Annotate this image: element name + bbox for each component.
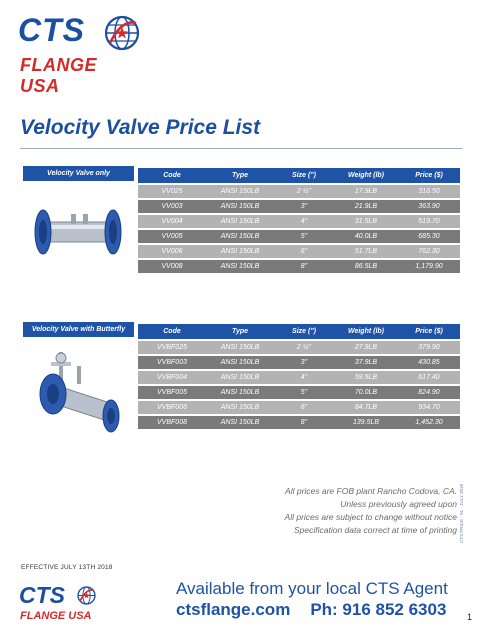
page-number: 1 [467,612,473,622]
cell-size: 2 ½" [274,341,334,354]
cell-price: 934.70 [398,401,460,414]
document-code: CTS PRICE - 01 - JULY 2018 [459,484,464,543]
cell-price: 316.50 [398,185,460,198]
cell-type: ANSI 150LB [206,416,274,429]
cell-size: 2 ½" [274,185,334,198]
cell-type: ANSI 150LB [206,386,274,399]
cell-code: VV004 [138,215,206,228]
cell-price: 824.90 [398,386,460,399]
cell-code: VVBF006 [138,401,206,414]
price-table [138,322,460,431]
col-price: Price ($) [398,168,460,183]
cell-type: ANSI 150LB [206,401,274,414]
note-line: Specification data correct at time of printing [294,525,457,535]
cell-type: ANSI 150LB [206,245,274,258]
cell-size: 6" [274,245,334,258]
cell-weight: 17.9LB [334,185,398,198]
cell-weight: 70.0LB [334,386,398,399]
cell-size: 6" [274,401,334,414]
cell-price: 762.30 [398,245,460,258]
footer-logo-flange-text: FLANGE USA [20,610,92,622]
product-header: Velocity Valve only [23,166,134,181]
cell-price: 379.90 [398,341,460,354]
pricing-notes [285,485,457,537]
cell-code: VV025 [138,185,206,198]
cell-price: 685.30 [398,230,460,243]
logo-flange-text: FLANGE USA [20,55,97,96]
cell-code: VV005 [138,230,206,243]
page-title: Velocity Valve Price List [20,116,261,139]
cell-type: ANSI 150LB [206,215,274,228]
butterfly-valve-image [31,344,127,440]
cell-weight: 139.5LB [334,416,398,429]
cell-type: ANSI 150LB [206,341,274,354]
col-price: Price ($) [398,324,460,339]
effective-date: EFFECTIVE JULY 13TH 2018 [21,564,113,571]
cell-weight: 27.9LB [334,341,398,354]
footer-cts-logo [19,582,99,626]
cell-code: VVBF025 [138,341,206,354]
cell-price: 430.85 [398,356,460,369]
velocity-valve-image [31,188,127,284]
cell-code: VV003 [138,200,206,213]
col-type: Type [206,168,274,183]
cell-size: 4" [274,371,334,384]
table-row [138,416,460,429]
table-row [138,215,460,228]
cell-type: ANSI 150LB [206,200,274,213]
cell-size: 5" [274,230,334,243]
cell-code: VVBF005 [138,386,206,399]
cell-size: 3" [274,356,334,369]
table-header-row [138,168,460,183]
cell-type: ANSI 150LB [206,260,274,273]
cell-weight: 31.5LB [334,215,398,228]
table-row [138,401,460,414]
cell-type: ANSI 150LB [206,185,274,198]
cell-size: 8" [274,260,334,273]
cell-price: 1,452.30 [398,416,460,429]
cell-code: VV006 [138,245,206,258]
col-weight: Weight (lb) [334,168,398,183]
table-header-row [138,324,460,339]
table-row [138,356,460,369]
cell-weight: 59.5LB [334,371,398,384]
cell-size: 8" [274,416,334,429]
globe-icon [77,586,96,605]
cell-price: 363.90 [398,200,460,213]
table-row [138,245,460,258]
table-row [138,230,460,243]
cell-weight: 84.7LB [334,401,398,414]
cell-code: VVBF004 [138,371,206,384]
cell-code: VV008 [138,260,206,273]
cell-type: ANSI 150LB [206,356,274,369]
cell-price: 1,179.90 [398,260,460,273]
note-line: Unless previously agreed upon [340,499,457,509]
col-weight: Weight (lb) [334,324,398,339]
col-type: Type [206,324,274,339]
product-header: Velocity Valve with Butterfly [23,322,134,337]
table-row [138,371,460,384]
table-row [138,200,460,213]
col-size: Size (") [274,324,334,339]
footer-logo-cts-text: CTS [19,582,65,608]
cell-weight: 21.9LB [334,200,398,213]
col-size: Size (") [274,168,334,183]
note-line: All prices are subject to change without notice [284,512,457,522]
cell-type: ANSI 150LB [206,371,274,384]
col-code: Code [138,168,206,183]
website-link[interactable]: ctsflange.com [176,600,291,619]
cell-size: 4" [274,215,334,228]
phone-number: Ph: 916 852 6303 [310,600,447,619]
cell-weight: 51.7LB [334,245,398,258]
agent-availability: Available from your local CTS Agent [176,579,448,598]
cell-size: 5" [274,386,334,399]
cts-logo [18,12,128,96]
cell-weight: 40.0LB [334,230,398,243]
col-code: Code [138,324,206,339]
cell-code: VVBF003 [138,356,206,369]
cell-weight: 86.5LB [334,260,398,273]
cell-weight: 37.9LB [334,356,398,369]
contact-line [176,600,446,620]
title-divider [20,148,462,149]
note-line: All prices are FOB plant Rancho Codova, CA. [285,486,457,496]
cell-price: 617.40 [398,371,460,384]
globe-icon [104,15,140,51]
cell-code: VVBF008 [138,416,206,429]
table-row [138,185,460,198]
logo-cts-text: CTS [18,12,85,48]
table-row [138,386,460,399]
table-row [138,341,460,354]
cell-price: 519.70 [398,215,460,228]
cell-size: 3" [274,200,334,213]
price-table [138,166,460,275]
cell-type: ANSI 150LB [206,230,274,243]
table-row [138,260,460,273]
